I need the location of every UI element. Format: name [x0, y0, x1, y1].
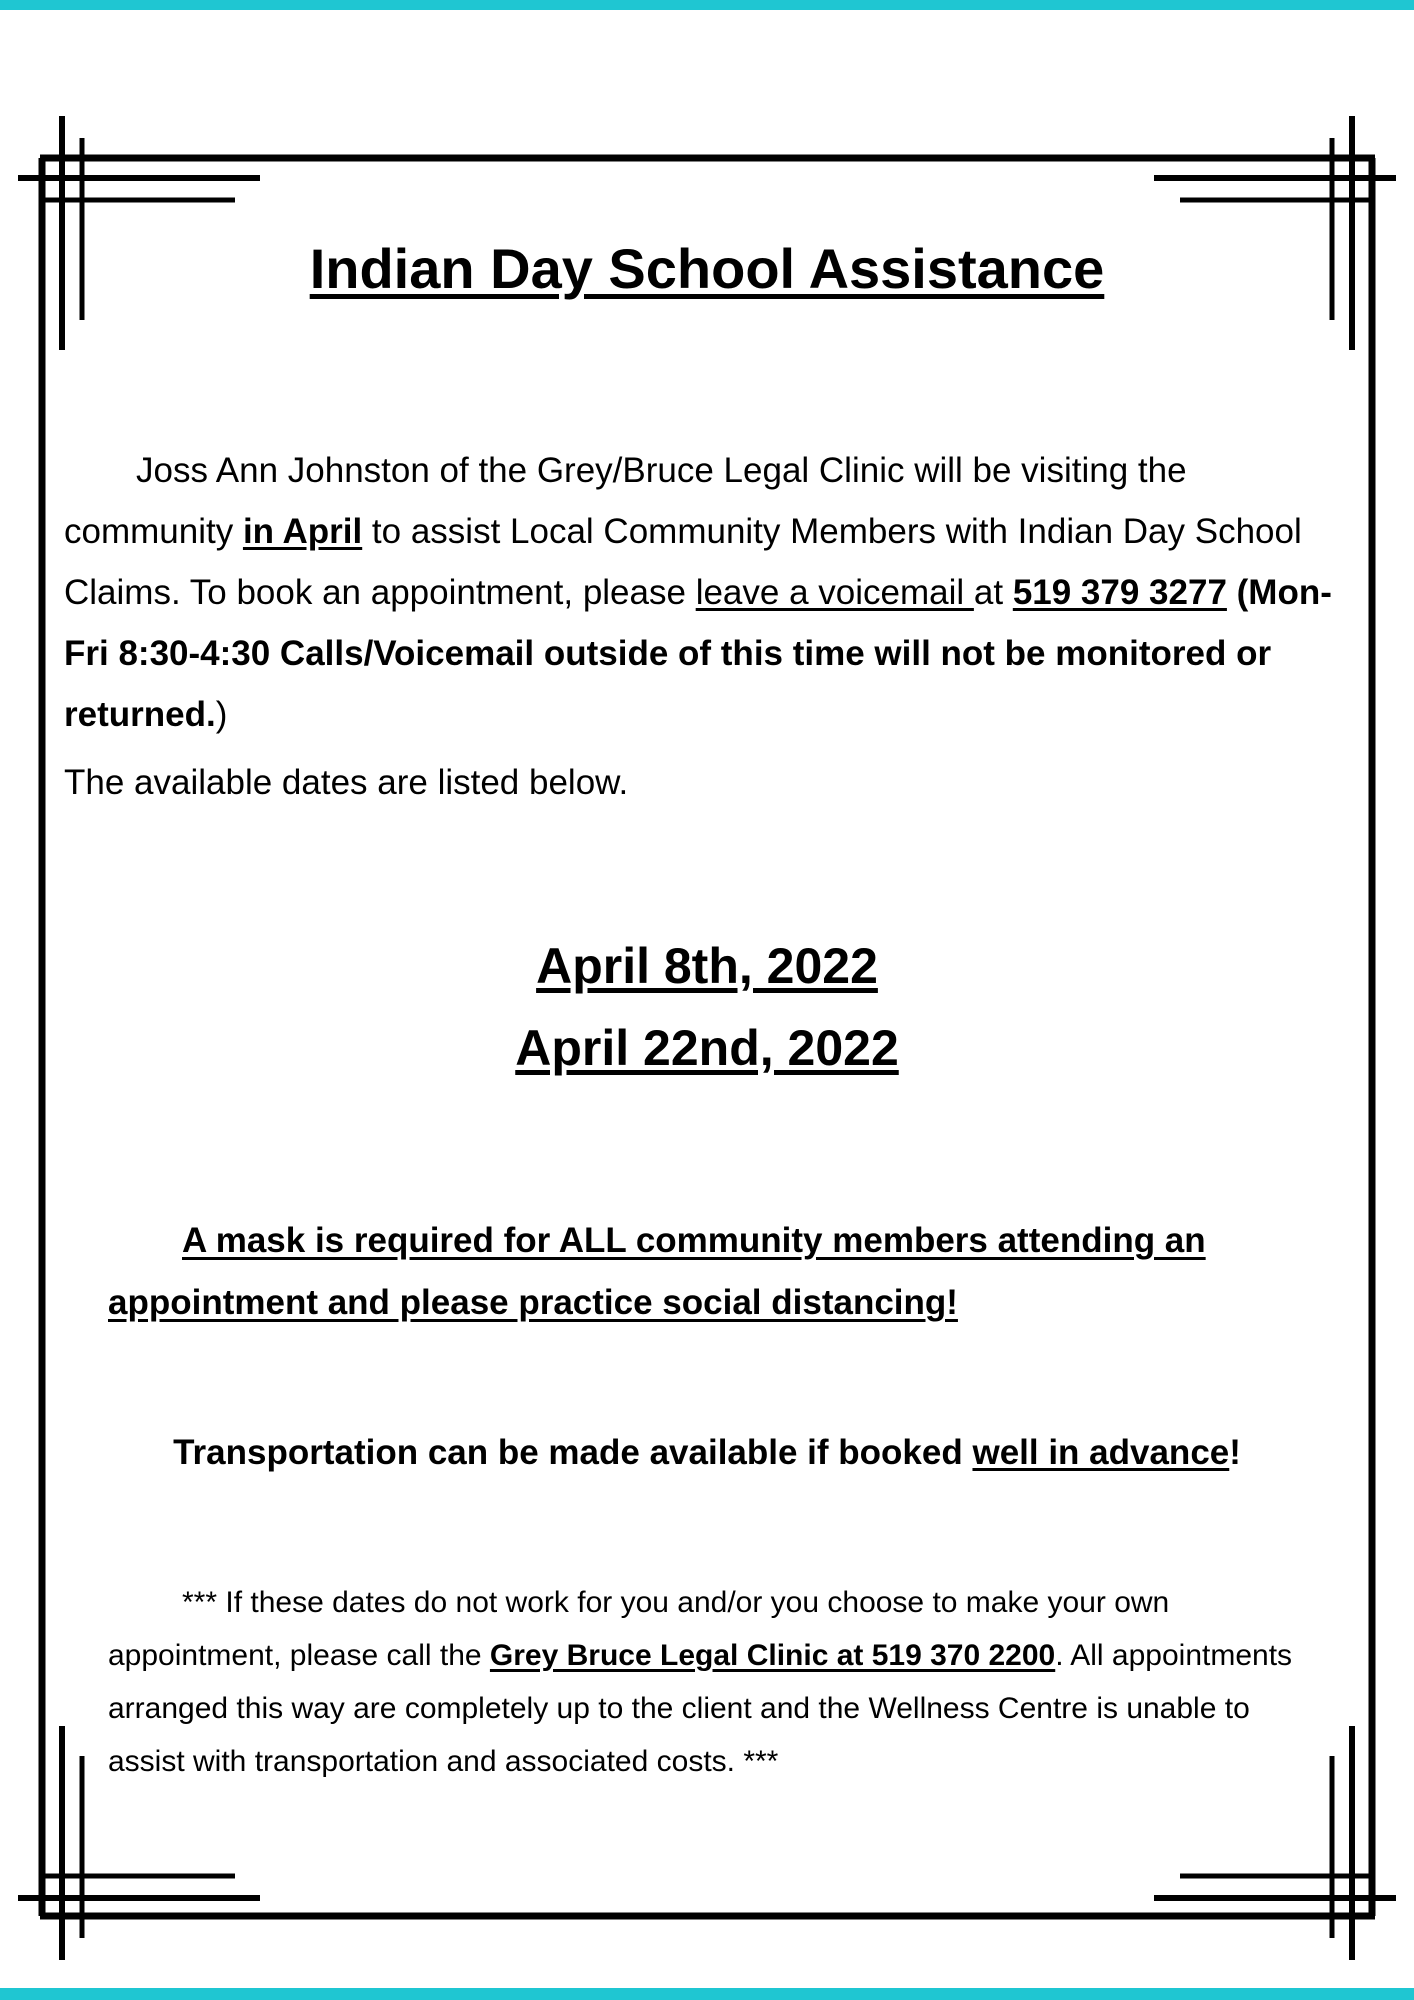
- transport-emphasis: well in advance: [972, 1433, 1230, 1472]
- page-title: Indian Day School Assistance: [309, 237, 1105, 300]
- note-text-2: . All appointments arranged this way are completely up to the client and the Wellness Centre is unable to assist with transportation and associated costs. ***: [108, 1639, 1293, 1778]
- note-text-1: *** If these dates do not work for you and/or you choose to make your own appointment, please call the: [108, 1586, 1170, 1672]
- mask-notice: [108, 1210, 1308, 1334]
- transport-text: Transportation can be made available if booked: [173, 1433, 973, 1472]
- intro-paragraph: [64, 440, 1354, 745]
- transport-notice: [0, 1428, 1414, 1478]
- intro-text-2: to assist Local Community Members with Indian Day School Claims. To book an appointment, please: [64, 512, 1302, 612]
- accent-bar-bottom: [0, 1988, 1414, 2000]
- available-dates-text: The available dates are listed below.: [64, 763, 629, 802]
- closing-paren: ): [215, 695, 228, 734]
- intro-text-1: Joss Ann Johnston of the Grey/Bruce Legal Clinic will be visiting the community: [64, 451, 1187, 551]
- transport-end: !: [1229, 1433, 1241, 1472]
- mask-notice-text: A mask is required for ALL community members attending an appointment and please practice social distancing!: [108, 1221, 1206, 1322]
- voicemail-text: leave a voicemail: [695, 573, 974, 612]
- accent-bar-top: [0, 0, 1414, 10]
- clinic-note: [108, 1576, 1328, 1788]
- month-highlight: in April: [242, 512, 363, 551]
- date-item: April 8th, 2022: [536, 938, 878, 994]
- date-item: April 22nd, 2022: [515, 1020, 899, 1076]
- clinic-phone: Grey Bruce Legal Clinic at 519 370 2200: [489, 1639, 1056, 1672]
- hours-notice: (Mon-Fri 8:30-4:30 Calls/Voicemail outside of this time will not be monitored or returned.: [64, 573, 1332, 734]
- dates-list: [0, 925, 1414, 1089]
- phone-number: 519 379 3277: [1012, 573, 1227, 612]
- intro-text-3: at: [973, 573, 1013, 612]
